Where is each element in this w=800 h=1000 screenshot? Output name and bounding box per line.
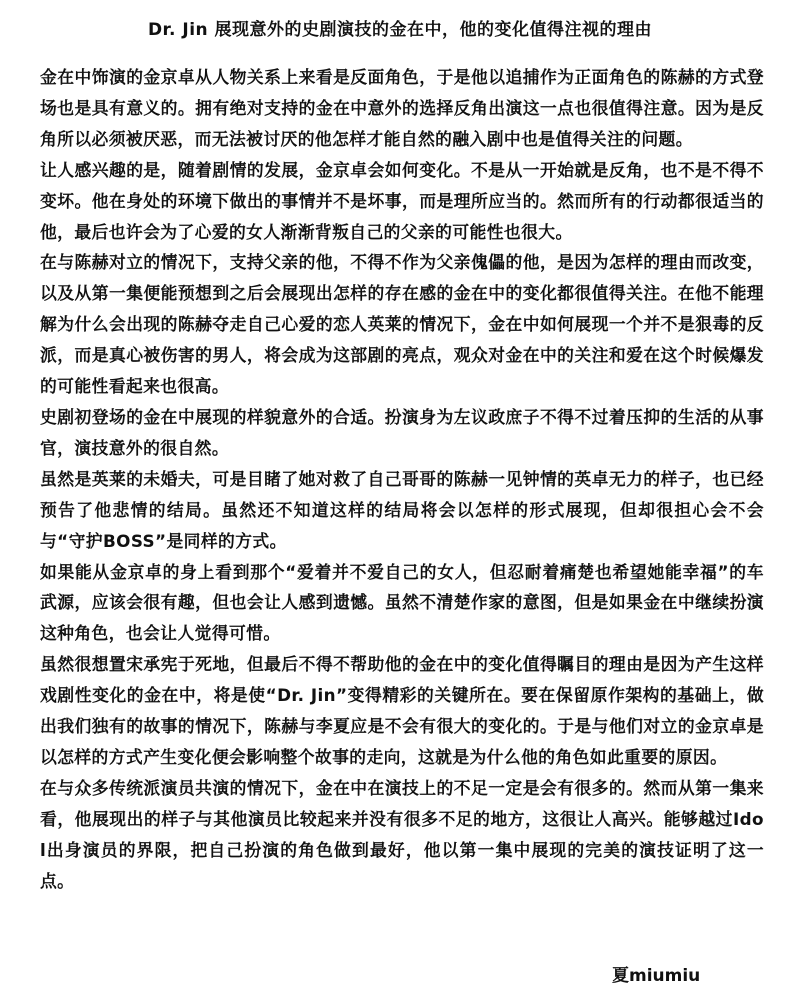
- paragraph-2: 让人感兴趣的是，随着剧情的发展，金京卓会如何变化。不是从一开始就是反角，也不是不得不变坏。他在身处的环境下做出的事情并不是坏事，而是理所应当的。然而所有的行动都很适当的他，最后也许会为了心爱的女人渐渐背叛自己的父亲的可能性也很大。: [40, 159, 764, 242]
- paragraph-6: 如果能从金京卓的身上看到那个“爱着并不爱自己的女人，但忍耐着痛楚也希望她能幸福”的车武源，应该会很有趣，但也会让人感到遗憾。虽然不清楚作家的意图，但是如果金在中继续扮演这种角色，也会让人觉得可惜。: [40, 561, 764, 644]
- paragraph-4: 史剧初登场的金在中展现的样貌意外的合适。扮演身为左议政庶子不得不过着压抑的生活的从事官，演技意外的很自然。: [40, 406, 764, 458]
- article-body: [40, 62, 764, 896]
- paragraph-1: 金在中饰演的金京卓从人物关系上来看是反面角色，于是他以追捕作为正面角色的陈赫的方式登场也是具有意义的。拥有绝对支持的金在中意外的选择反角出演这一点也很值得注意。因为是反角所以必须被厌恶，而无法被讨厌的他怎样才能自然的融入剧中也是值得关注的问题。: [40, 67, 764, 149]
- article-title: Dr. Jin 展现意外的史剧演技的金在中，他的变化值得注视的理由: [147, 20, 653, 40]
- paragraph-5: 虽然是英莱的未婚夫，可是目睹了她对救了自己哥哥的陈赫一见钟情的英卓无力的样子，也已经预告了他悲情的结局。虽然还不知道这样的结局将会以怎样的形式展现，但却很担心会不会与“守护BOSS”是同样的方式。: [40, 468, 764, 551]
- paragraph-8: 在与众多传统派演员共演的情况下，金在中在演技上的不足一定是会有很多的。然而从第一集来看，他展现出的样子与其他演员比较起来并没有很多不足的地方，这很让人高兴。能够越过Idol出身演员的界限，把自己扮演的角色做到最好，他以第一集中展现的完美的演技证明了这一点。: [40, 777, 764, 891]
- paragraph-7: 虽然很想置宋承宪于死地，但最后不得不帮助他的金在中的变化值得瞩目的理由是因为产生这样戏剧性变化的金在中，将是使“Dr. Jin”变得精彩的关键所在。要在保留原作架构的基础上，做出我们独有的故事的情况下，陈赫与李夏应是不会有很大的变化的。于是与他们对立的金京卓是以怎样的方式产生变化便会影响整个故事的走向，这就是为什么他的角色如此重要的原因。: [40, 654, 764, 767]
- paragraph-3: 在与陈赫对立的情况下，支持父亲的他，不得不作为父亲傀儡的他，是因为怎样的理由而改变，以及从第一集便能预想到之后会展现出怎样的存在感的金在中的变化都很值得关注。在他不能理解为什么会出现的陈赫夺走自己心爱的恋人英莱的情况下，金在中如何展现一个并不是狠毒的反派，而是真心被伤害的男人，将会成为这部剧的亮点，观众对金在中的关注和爱在这个时候爆发的可能性看起来也很高。: [40, 252, 764, 397]
- author-signature: 夏miumiu: [612, 966, 701, 986]
